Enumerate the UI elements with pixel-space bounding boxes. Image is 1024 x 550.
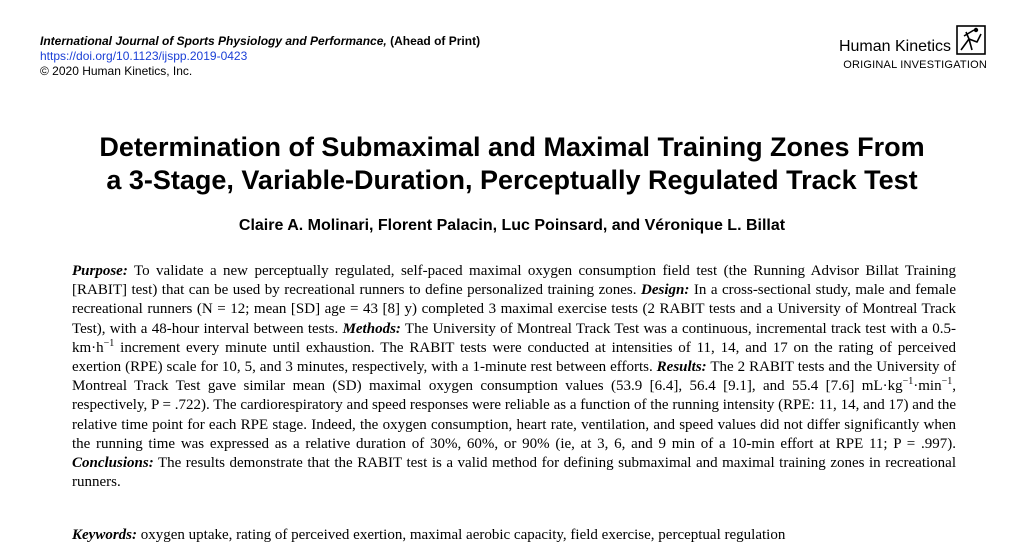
publisher-block xyxy=(839,24,987,71)
journal-header xyxy=(40,34,480,79)
results-text: The 2 RABIT tests and the University of Montreal Track Test gave similar mean (SD) maximal oxygen consumption values (53.9 [6.4], 56.4 [9.1], and 55.4 [7.6] mL·kg xyxy=(72,359,956,395)
design-label: Design: xyxy=(641,282,690,299)
copyright: © 2020 Human Kinetics, Inc. xyxy=(40,64,193,78)
doi-link[interactable]: https://doi.org/10.1123/ijspp.2019-0423 xyxy=(40,49,248,63)
results-text-cont: , respectively, P = .722). The cardiorespiratory and speed responses were reliable as a function of the running intensity (RPE: 11, 14, and 17) and the relative time point for each RPE stage. Indeed, the oxygen consumption, heart rate, ventilation, and speed values did not differ significantly when the running time was expressed as a relative duration of 30%, 60%, or 90% (ie, at 3, 6, and 9 min of a 10-min effort at RPE 11; P = .997). xyxy=(72,378,956,452)
purpose-text: To validate a new perceptually regulated, self-paced maximal oxygen consumption field test (the Running Advisor Billat Training [RABIT] test) that can be used by recreational runners to define personalized training zones. xyxy=(72,263,956,299)
conclusions-label: Conclusions: xyxy=(72,455,154,472)
keywords xyxy=(72,526,956,545)
methods-text: The University of Montreal Track Test was a continuous, incremental track test with a 0.5-km·h xyxy=(72,320,956,356)
article-title xyxy=(0,131,1024,197)
journal-note: (Ahead of Print) xyxy=(390,34,481,48)
author-list: Claire A. Molinari, Florent Palacin, Luc Poinsard, and Véronique L. Billat xyxy=(238,217,786,234)
design-text: In a cross-sectional study, male and female recreational runners (N = 12; mean [SD] age = 43 [8] y) completed 3 maximal exercise tests (2 RABIT tests and a University of Montreal Track Test), with a 48-hour interval between tests. xyxy=(72,282,956,337)
article-section: ORIGINAL INVESTIGATION xyxy=(843,59,987,71)
results-text-unit: ·min xyxy=(913,378,942,395)
results-superscript-2: −1 xyxy=(941,376,953,388)
keywords-label: Keywords: xyxy=(72,527,137,543)
keywords-text: oxygen uptake, rating of perceived exertion, maximal aerobic capacity, field exercise, perceptual regulation xyxy=(137,527,786,543)
methods-text-cont: increment every minute until exhaustion. The RABIT tests were conducted at intensities of 11, 14, and 17 on the rating of perceived exertion (RPE) scale for 10, 5, and 3 minutes, respectively, with a 1-minute rest between efforts. xyxy=(72,339,956,376)
title-line-2: a 3-Stage, Variable-Duration, Perceptually Regulated Track Test xyxy=(106,165,918,195)
methods-label: Methods: xyxy=(342,320,401,337)
methods-superscript: −1 xyxy=(103,337,115,349)
purpose-label: Purpose: xyxy=(72,263,128,279)
journal-citation xyxy=(40,34,480,49)
abstract xyxy=(72,262,956,492)
results-superscript-1: −1 xyxy=(902,376,914,388)
title-line-1: Determination of Submaximal and Maximal Training Zones From xyxy=(99,132,925,162)
conclusions-text: The results demonstrate that the RABIT test is a valid method for defining submaximal and maximal training zones in recreational runners. xyxy=(72,455,956,491)
human-kinetics-logo-icon xyxy=(955,24,987,56)
results-label: Results: xyxy=(656,359,707,376)
journal-name: International Journal of Sports Physiology and Performance, xyxy=(40,34,387,48)
publisher-name: Human Kinetics xyxy=(838,38,951,55)
